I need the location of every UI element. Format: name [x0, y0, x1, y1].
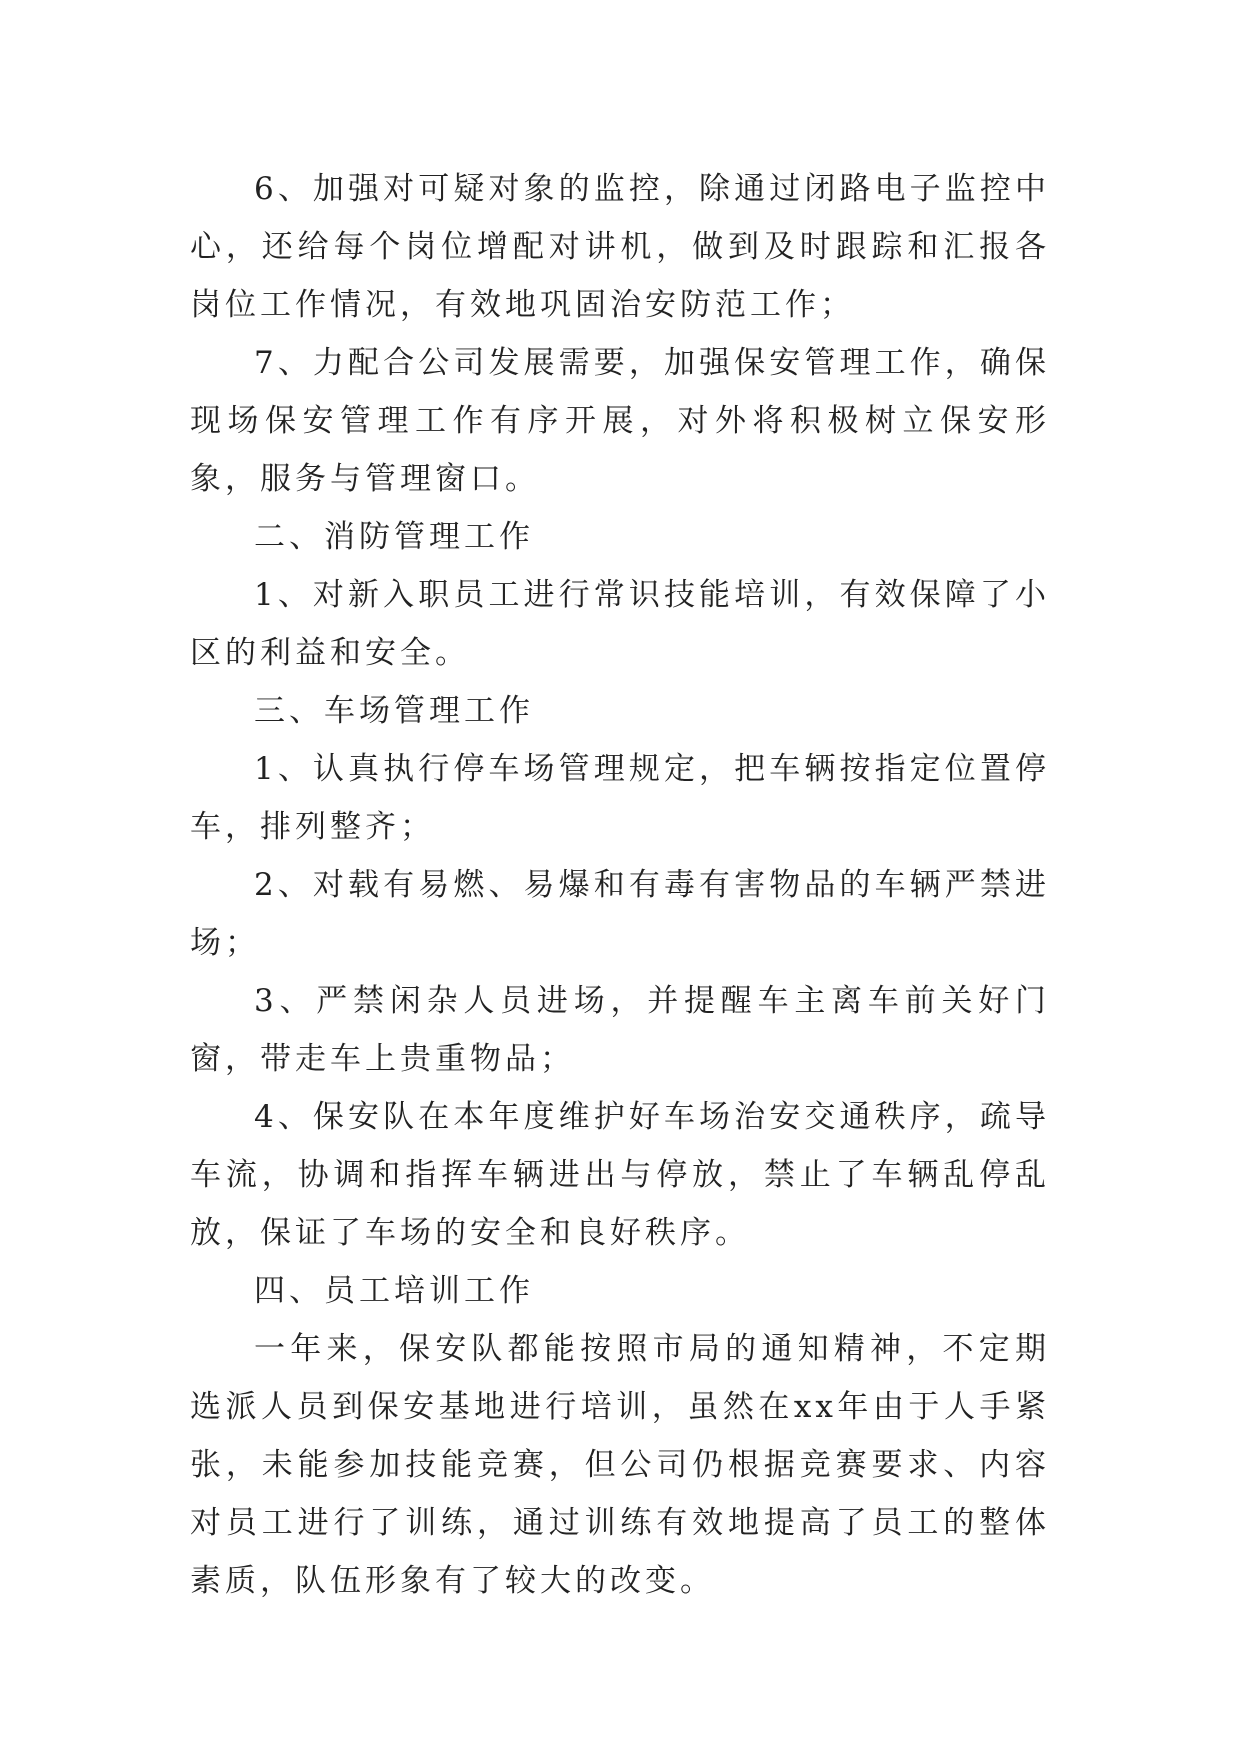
paragraph-fire-item-1: 1、对新入职员工进行常识技能培训，有效保障了小区的利益和安全。 [190, 577, 1050, 671]
document-body [190, 160, 1050, 1610]
paragraph-training-summary: 一年来，保安队都能按照市局的通知精神，不定期选派人员到保安基地进行培训，虽然在xx年由于人手紧张，未能参加技能竞赛，但公司仍根据竞赛要求、内容对员工进行了训练，通过训练有效地提高了员工的整体素质，队伍形象有了较大的改变。 [190, 1331, 1050, 1599]
paragraph-parking-item-3: 3、严禁闲杂人员进场，并提醒车主离车前关好门窗，带走车上贵重物品； [190, 983, 1050, 1077]
paragraph-item-7: 7、力配合公司发展需要，加强保安管理工作，确保现场保安管理工作有序开展，对外将积极树立保安形象，服务与管理窗口。 [190, 345, 1050, 497]
paragraph-item-6: 6、加强对可疑对象的监控，除通过闭路电子监控中心，还给每个岗位增配对讲机，做到及时跟踪和汇报各岗位工作情况，有效地巩固治安防范工作； [190, 171, 1050, 323]
paragraph-parking-item-2: 2、对载有易燃、易爆和有毒有害物品的车辆严禁进场； [190, 867, 1050, 961]
paragraph-parking-item-1: 1、认真执行停车场管理规定，把车辆按指定位置停车，排列整齐； [190, 751, 1050, 845]
section-heading-parking-management: 三、车场管理工作 [254, 693, 534, 729]
paragraph-parking-item-4: 4、保安队在本年度维护好车场治安交通秩序，疏导车流，协调和指挥车辆进出与停放，禁止了车辆乱停乱放，保证了车场的安全和良好秩序。 [190, 1099, 1050, 1251]
section-heading-fire-management: 二、消防管理工作 [254, 519, 534, 555]
section-heading-staff-training: 四、员工培训工作 [254, 1273, 534, 1309]
